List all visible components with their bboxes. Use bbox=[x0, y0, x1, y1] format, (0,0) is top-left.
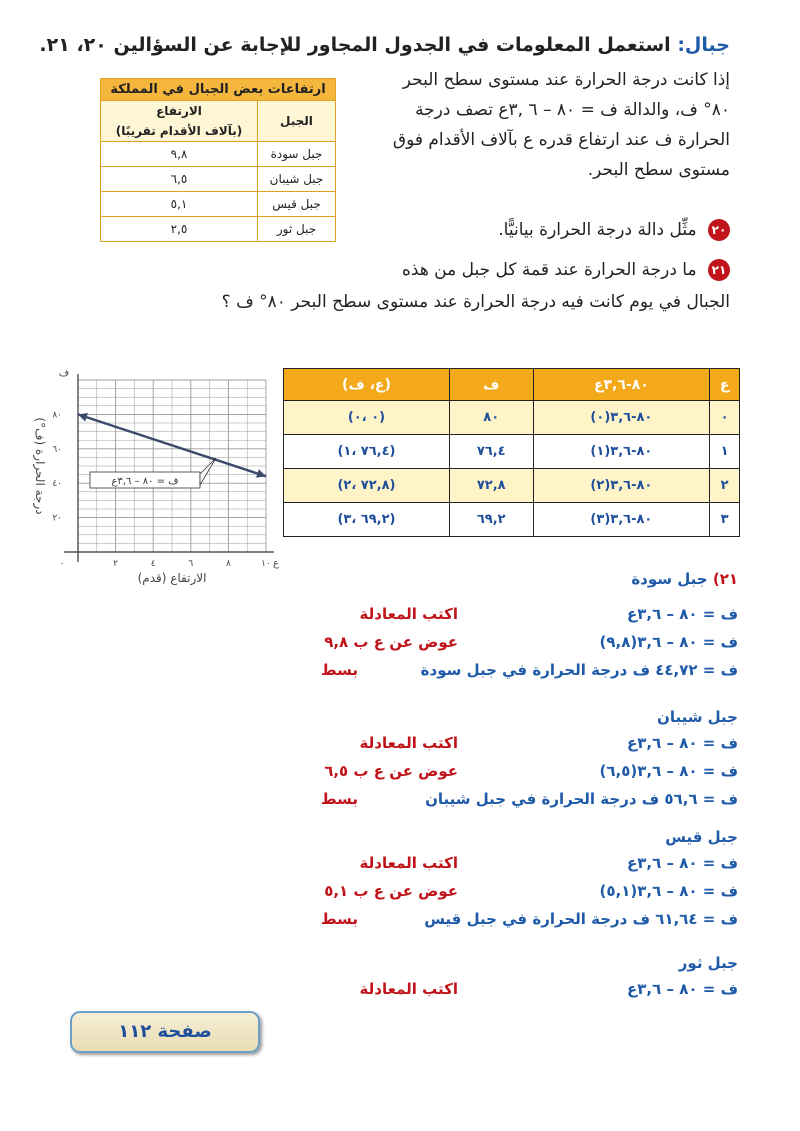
x-axis-title: الارتفاع (قدم) bbox=[137, 571, 207, 585]
function-cell: (٧٦,٤ ،١) bbox=[284, 435, 450, 469]
mountains-table-caption: ارتفاعات بعض الجبال في المملكة bbox=[101, 79, 336, 101]
solution-equation: ف = ٨٠ – ٣,٦(٦,٥) bbox=[599, 762, 738, 780]
solution-equation: ف = ٥٦,٦ ف درجة الحرارة في جبل شيبان bbox=[425, 790, 738, 808]
solution-note: اكتب المعادلة bbox=[359, 980, 458, 998]
mountains-row bbox=[101, 192, 336, 217]
solution-step bbox=[38, 980, 738, 1002]
question-21-text-continued: الجبال في يوم كانت فيه درجة الحرارة عند مستوى سطح البحر ٨٠° ف ؟ bbox=[221, 292, 730, 312]
mountains-row bbox=[101, 142, 336, 167]
solution-step bbox=[38, 605, 738, 627]
question-21-number: ٢١ bbox=[708, 259, 730, 281]
function-cell: ٢ bbox=[710, 469, 740, 503]
solution-note: بسط bbox=[321, 661, 358, 679]
function-cell: ٨٠-٣,٦(٣) bbox=[533, 503, 710, 537]
mountain-height: ٦,٥ bbox=[101, 167, 258, 192]
x-axis-letter: ع bbox=[273, 558, 279, 569]
graph-labels bbox=[32, 368, 279, 586]
solution-note: عوض عن ع ب ٩,٨ bbox=[324, 633, 458, 651]
equation-callout-pointer bbox=[200, 458, 216, 485]
solution-equation: ف = ٦١,٦٤ ف درجة الحرارة في جبل قيس bbox=[424, 910, 738, 928]
solution-section-name: جبل شيبان bbox=[657, 708, 738, 726]
solution-step bbox=[38, 661, 738, 683]
function-cell: (٧٢,٨ ،٢) bbox=[284, 469, 450, 503]
solution-note: اكتب المعادلة bbox=[359, 854, 458, 872]
solution-step bbox=[38, 633, 738, 655]
y-tick-label: ٢٠ bbox=[52, 513, 62, 524]
solution-section-name: جبل ثور bbox=[678, 954, 738, 972]
mountains-col-height bbox=[101, 101, 258, 142]
function-cell: ٨٠-٣,٦(٠) bbox=[533, 401, 710, 435]
title-keyword: جبال bbox=[684, 34, 730, 56]
solution-step bbox=[38, 734, 738, 756]
question-20-number: ٢٠ bbox=[708, 219, 730, 241]
function-cell: (٠ ،٠) bbox=[284, 401, 450, 435]
function-cell: ٠ bbox=[710, 401, 740, 435]
mountains-table bbox=[100, 78, 336, 242]
solution-equation: ف = ٨٠ – ٣,٦ع bbox=[627, 734, 738, 752]
function-cell: ٨٠-٣,٦(١) bbox=[533, 435, 710, 469]
solution-step bbox=[38, 790, 738, 812]
intro-line-4: مستوى سطح البحر. bbox=[587, 160, 730, 180]
solution-note: بسط bbox=[321, 910, 358, 928]
solution-equation: ف = ٨٠ – ٣,٦ع bbox=[627, 980, 738, 998]
equation-callout-text: ف = ٨٠ – ٣,٦ع bbox=[111, 476, 179, 487]
function-row bbox=[284, 503, 740, 537]
solution-equation: ف = ٨٠ – ٣,٦(٩,٨) bbox=[599, 633, 738, 651]
mountains-row bbox=[101, 167, 336, 192]
origin-label: ٠ bbox=[59, 559, 65, 569]
x-tick-label: ٢ bbox=[113, 559, 119, 569]
solution-heading-number: ٢١) bbox=[712, 570, 738, 588]
function-cell: ٧٢,٨ bbox=[449, 469, 533, 503]
title-colon: : bbox=[677, 34, 685, 56]
solution-note: عوض عن ع ب ٥,١ bbox=[324, 882, 458, 900]
x-tick-label: ٨ bbox=[225, 559, 231, 569]
solution-equation: ف = ٨٠ – ٣,٦ع bbox=[627, 854, 738, 872]
function-header: ف bbox=[449, 369, 533, 401]
question-title bbox=[30, 34, 730, 56]
temperature-graph bbox=[0, 362, 280, 592]
question-21 bbox=[402, 256, 730, 284]
function-line-arrow-end bbox=[256, 469, 266, 478]
solution-equation: ف = ٤٤,٧٢ ف درجة الحرارة في جبل سودة bbox=[420, 661, 738, 679]
mountains-col-height-line-1: الارتفاع bbox=[156, 104, 202, 118]
mountain-height: ٢,٥ bbox=[101, 217, 258, 242]
solution-note: اكتب المعادلة bbox=[359, 605, 458, 623]
intro-line-2: ٨٠° ف، والدالة ف = ٨٠ – ٦ ,٣ع تصف درجة bbox=[415, 100, 730, 120]
function-cell: (٦٩,٢ ،٣) bbox=[284, 503, 450, 537]
title-text: استعمل المعلومات في الجدول المجاور للإجابة عن السؤالين ٢٠، ٢١. bbox=[39, 34, 671, 56]
page-number-button[interactable]: صفحة ١١٢ bbox=[70, 1011, 260, 1053]
question-20 bbox=[498, 216, 730, 244]
solution-heading bbox=[631, 570, 738, 588]
function-row bbox=[284, 401, 740, 435]
y-tick-label: ٤٠ bbox=[52, 479, 62, 490]
question-20-text: مثِّل دالة درجة الحرارة بيانيًّا. bbox=[498, 220, 697, 240]
function-header: ع bbox=[710, 369, 740, 401]
x-tick-label: ٤ bbox=[150, 559, 156, 569]
function-cell: ٣ bbox=[710, 503, 740, 537]
solution-note: بسط bbox=[321, 790, 358, 808]
solution-step bbox=[38, 762, 738, 784]
function-table bbox=[283, 368, 740, 537]
mountain-name: جبل ثور bbox=[258, 217, 336, 242]
solution-step bbox=[38, 882, 738, 904]
graph-ticks bbox=[52, 410, 271, 569]
mountain-height: ٩,٨ bbox=[101, 142, 258, 167]
mountains-col-height-line-2: (بآلاف الأقدام تقريبًا) bbox=[115, 124, 243, 138]
intro-line-3: الحرارة ف عند ارتفاع قدره ع بآلاف الأقدام فوق bbox=[392, 130, 730, 150]
function-cell: ٨٠-٣,٦(٢) bbox=[533, 469, 710, 503]
function-line-arrow-start bbox=[78, 413, 88, 422]
y-tick-label: ٦٠ bbox=[52, 444, 62, 455]
x-tick-label: ١٠ bbox=[261, 559, 271, 569]
mountain-name: جبل شيبان bbox=[258, 167, 336, 192]
intro-line-1: إذا كانت درجة الحرارة عند مستوى سطح البحر bbox=[402, 70, 730, 90]
y-axis-title: درجة الحرارة (ف°) bbox=[33, 417, 47, 515]
function-row bbox=[284, 469, 740, 503]
solution-note: عوض عن ع ب ٦,٥ bbox=[324, 762, 458, 780]
y-axis-letter: ف bbox=[58, 368, 70, 379]
x-tick-label: ٦ bbox=[188, 559, 194, 569]
mountain-name: جبل قيس bbox=[258, 192, 336, 217]
solution-section-name: جبل قيس bbox=[665, 828, 738, 846]
solution-equation: ف = ٨٠ – ٣,٦(٥,١) bbox=[599, 882, 738, 900]
function-header: ٨٠-٣,٦ع bbox=[533, 369, 710, 401]
function-row bbox=[284, 435, 740, 469]
function-cell: ٧٦,٤ bbox=[449, 435, 533, 469]
function-header: (ع، ف) bbox=[284, 369, 450, 401]
solution-note: اكتب المعادلة bbox=[359, 734, 458, 752]
function-cell: ٦٩,٢ bbox=[449, 503, 533, 537]
function-cell: ١ bbox=[710, 435, 740, 469]
solution-heading-name: جبل سودة bbox=[631, 570, 708, 588]
mountain-name: جبل سودة bbox=[258, 142, 336, 167]
solution-step bbox=[38, 854, 738, 876]
question-21-text: ما درجة الحرارة عند قمة كل جبل من هذه bbox=[401, 260, 697, 280]
mountain-height: ٥,١ bbox=[101, 192, 258, 217]
mountains-col-name: الجبل bbox=[258, 101, 336, 142]
solution-step bbox=[38, 910, 738, 932]
solution-equation: ف = ٨٠ – ٣,٦ع bbox=[627, 605, 738, 623]
y-tick-label: ٨٠ bbox=[52, 410, 62, 421]
function-cell: ٨٠ bbox=[449, 401, 533, 435]
mountains-row bbox=[101, 217, 336, 242]
